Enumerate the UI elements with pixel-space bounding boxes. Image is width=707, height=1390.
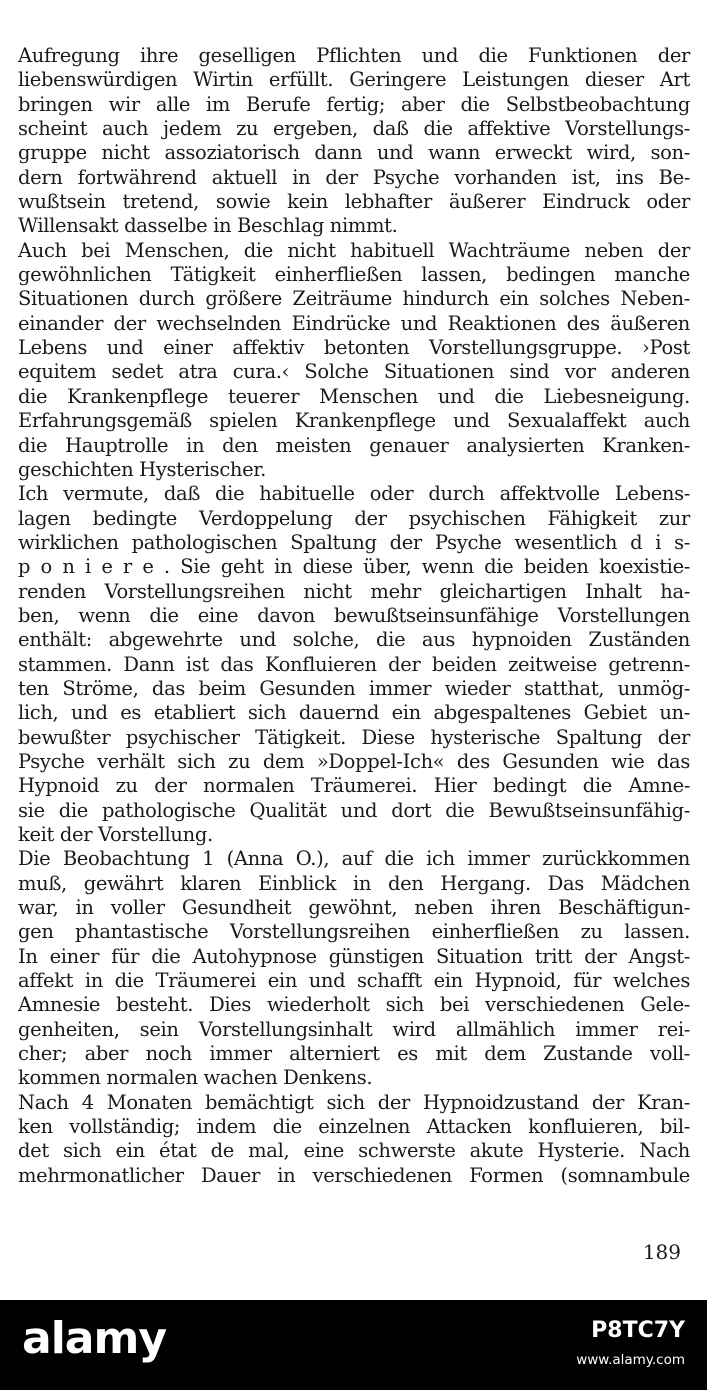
text-line: Die Beobachtung 1 (Anna O.), auf die ich immer zurückkommen bbox=[18, 847, 690, 871]
text-line: mehrmonatlicher Dauer in verschiedenen Formen (somnambule bbox=[18, 1163, 690, 1187]
text-line: enthält: abgewehrte und solche, die aus hypnoiden Zuständen bbox=[18, 628, 690, 652]
text-line: war, in voller Gesundheit gewöhnt, neben ihren Beschäftigun- bbox=[18, 896, 690, 920]
text-line: stammen. Dann ist das Konfluieren der beiden zeitweise getrenn- bbox=[18, 652, 690, 676]
watermark-url: www.alamy.com bbox=[576, 1352, 685, 1368]
text-line: muß, gewährt klaren Einblick in den Hergang. Das Mädchen bbox=[18, 871, 690, 895]
text-line: In einer für die Autohypnose günstigen Situation tritt der Angst- bbox=[18, 944, 690, 968]
text-line: gewöhnlichen Tätigkeit einherfließen lassen, bedingen manche bbox=[18, 263, 690, 287]
text-line: geschichten Hysterischer. bbox=[18, 457, 266, 481]
paragraph bbox=[18, 482, 690, 847]
text-line: die Krankenpflege teuerer Menschen und die Liebesneigung. bbox=[18, 384, 690, 408]
text-line: Erfahrungsgemäß spielen Krankenpflege und Sexualaffekt auch bbox=[18, 409, 690, 433]
text-line: Auch bei Menschen, die nicht habituell Wachträume neben der bbox=[18, 238, 690, 262]
text-line: wirklichen pathologischen Spaltung der Psyche wesentlich d i s- bbox=[18, 530, 690, 554]
text-line: einander der wechselnden Eindrücke und Reaktionen des äußeren bbox=[18, 311, 690, 335]
text-line: cher; aber noch immer alterniert es mit dem Zustande voll- bbox=[18, 1042, 690, 1066]
paragraph bbox=[18, 239, 690, 482]
text-line: bewußter psychischer Tätigkeit. Diese hysterische Spaltung der bbox=[18, 725, 690, 749]
text-line: scheint auch jedem zu ergeben, daß die affektive Vorstellungs- bbox=[18, 117, 690, 141]
text-line: gen phantastische Vorstellungsreihen einherfließen zu lassen. bbox=[18, 920, 690, 944]
watermark-image-id: P8TC7Y bbox=[591, 1318, 685, 1343]
text-line: Nach 4 Monaten bemächtigt sich der Hypnoidzustand der Kran- bbox=[18, 1090, 690, 1114]
text-line: equitem sedet atra cura.‹ Solche Situationen sind vor anderen bbox=[18, 360, 690, 384]
text-line: lagen bedingte Verdoppelung der psychischen Fähigkeit zur bbox=[18, 506, 690, 530]
text-line: kommen normalen wachen Denkens. bbox=[18, 1066, 373, 1090]
text-line: lich, und es etabliert sich dauernd ein abgespaltenes Gebiet un- bbox=[18, 701, 690, 725]
text-line: bringen wir alle im Berufe fertig; aber die Selbstbeobachtung bbox=[18, 92, 690, 116]
paragraph bbox=[18, 847, 690, 1090]
text-line: sie die pathologische Qualität und dort die Bewußtseinsunfähig- bbox=[18, 798, 690, 822]
text-line: ken vollständig; indem die einzelnen Attacken konfluieren, bil- bbox=[18, 1115, 690, 1139]
text-line: Psyche verhält sich zu dem »Doppel-Ich« des Gesunden wie das bbox=[18, 749, 690, 773]
paragraph bbox=[18, 44, 690, 239]
text-line: Amnesie besteht. Dies wiederholt sich bei verschiedenen Gele- bbox=[18, 993, 690, 1017]
text-line: Lebens und einer affektiv betonten Vorstellungsgruppe. ›Post bbox=[18, 336, 690, 360]
text-line: p o n i e r e . Sie geht in diese über, wenn die beiden koexistie- bbox=[18, 555, 690, 579]
text-line: wußtsein tretend, sowie kein lebhafter äußerer Eindruck oder bbox=[18, 190, 690, 214]
text-line: affekt in die Träumerei ein und schafft ein Hypnoid, für welches bbox=[18, 969, 690, 993]
text-line: liebenswürdigen Wirtin erfüllt. Geringere Leistungen dieser Art bbox=[18, 68, 690, 92]
page-number: 189 bbox=[642, 1240, 681, 1264]
watermark-logo: alamy bbox=[22, 1313, 166, 1364]
text-line: die Hauptrolle in den meisten genauer analysierten Kranken- bbox=[18, 433, 690, 457]
text-line: genheiten, sein Vorstellungsinhalt wird allmählich immer rei- bbox=[18, 1017, 690, 1041]
paragraph bbox=[18, 1091, 690, 1188]
text-line: keit der Vorstellung. bbox=[18, 823, 213, 846]
text-line: renden Vorstellungsreihen nicht mehr gleichartigen Inhalt ha- bbox=[18, 579, 690, 603]
body-text bbox=[18, 44, 690, 1188]
text-line: Aufregung ihre geselligen Pflichten und die Funktionen der bbox=[18, 44, 690, 67]
text-line: Hypnoid zu der normalen Träumerei. Hier bedingt die Amne- bbox=[18, 774, 690, 798]
text-line: det sich ein état de mal, eine schwerste akute Hysterie. Nach bbox=[18, 1139, 690, 1163]
text-line: dern fortwährend aktuell in der Psyche vorhanden ist, ins Be- bbox=[18, 165, 690, 189]
text-line: ben, wenn die eine davon bewußtseinsunfähige Vorstellungen bbox=[18, 603, 690, 627]
text-line: ten Ströme, das beim Gesunden immer wieder statthat, unmög- bbox=[18, 676, 690, 700]
text-line: gruppe nicht assoziatorisch dann und wann erweckt wird, son- bbox=[18, 141, 690, 165]
text-line: Ich vermute, daß die habituelle oder durch affektvolle Lebens- bbox=[18, 482, 690, 506]
text-line: Situationen durch größere Zeiträume hindurch ein solches Neben- bbox=[18, 287, 690, 311]
text-line: Willensakt dasselbe in Beschlag nimmt. bbox=[18, 214, 398, 238]
